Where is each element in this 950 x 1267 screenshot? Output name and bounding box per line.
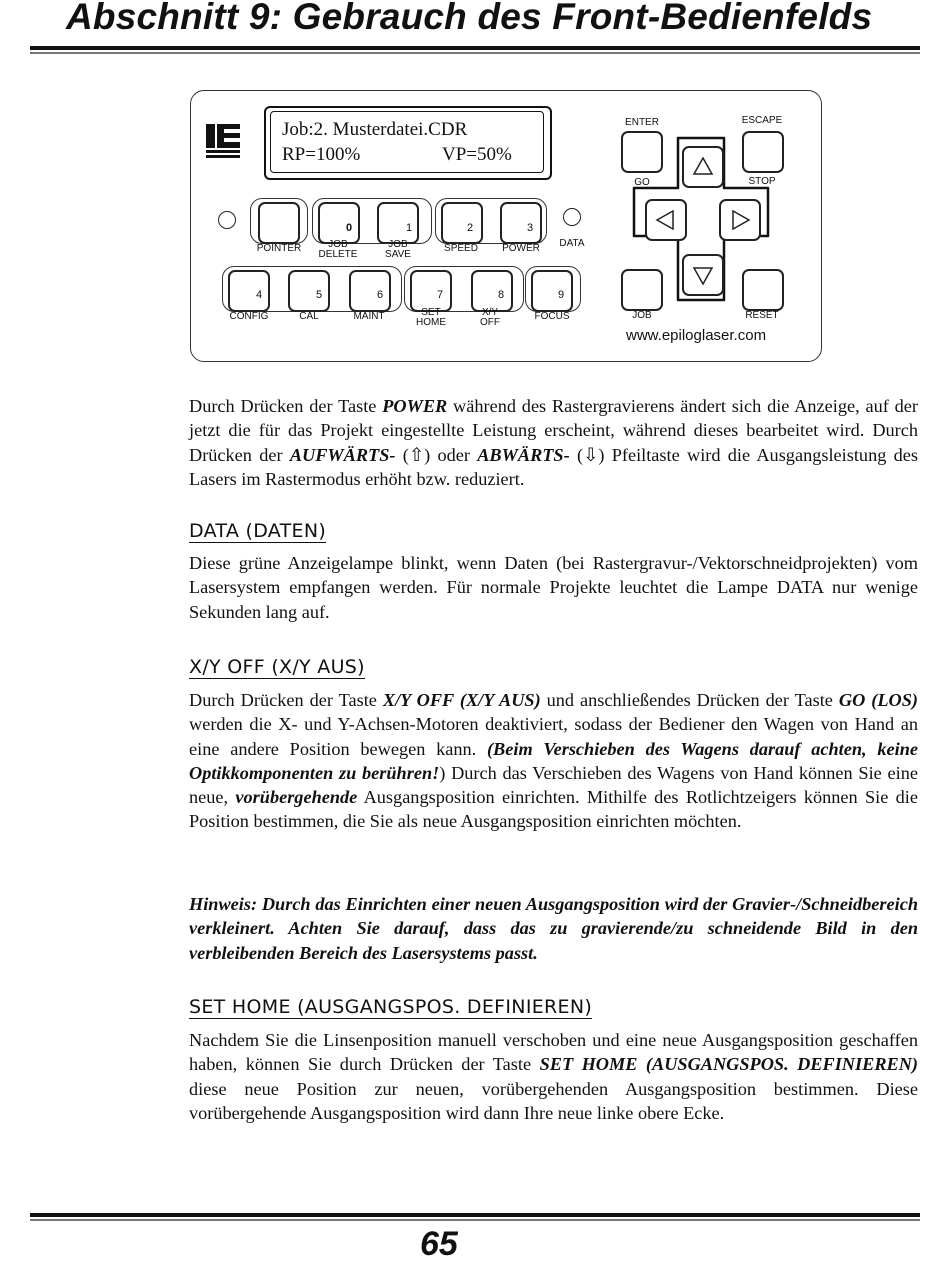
left-indicator-led xyxy=(218,211,236,229)
lcd-line-1: Job:2. Musterdatei.CDR xyxy=(282,119,468,140)
text-run: Durch Drücken der Taste xyxy=(189,396,383,416)
text-run: AUFWÄRTS- xyxy=(289,444,396,465)
header-rule xyxy=(30,46,920,50)
text-run: diese neue Position zur neuen, vorübergehenden Ausgangsposition bestimmen. Diese vorübergehende Ausgangsposition wird dann Ihre neue linke obere Ecke. xyxy=(189,1078,918,1123)
text-run: während des Rastergravierens ändert sich die Anzeige, auf der jetzt die für das Projekt eingestellte Leistung erscheint, während dieses bearbeitet wird. Durch Drücken der xyxy=(189,396,918,465)
pointer-button xyxy=(258,202,300,244)
text-run: werden die X- und Y-Achsen-Motoren deaktiviert, sodass der Bediener den Wagen von Hand an eine andere Position bewegen kann. xyxy=(189,714,918,759)
config-button xyxy=(228,270,270,312)
set-home-paragraph xyxy=(189,1028,918,1125)
key-number-4: 4 xyxy=(256,289,263,301)
xy-off-heading: X/Y OFF (X/Y AUS) xyxy=(189,656,365,678)
header-rule-thin xyxy=(30,52,920,54)
key-number-8: 8 xyxy=(498,289,505,301)
arrow-right-button xyxy=(719,199,761,241)
text-run: Diese grüne Anzeigelampe blinkt, wenn Daten (bei Rastergravur-/Vektorschneidprojekten) vom Lasersystem empfangen werden. Für normale Projekte leuchtet die Lampe DATA nur wenige Sekunden lang auf. xyxy=(189,553,918,622)
maint-button xyxy=(349,270,391,312)
config-label: CONFIG xyxy=(229,311,269,322)
text-run: GO (LOS) xyxy=(838,690,918,710)
arrow-right-icon xyxy=(721,201,759,239)
reset-button xyxy=(742,269,784,311)
footer-rule xyxy=(30,1213,920,1217)
arrow-up-button xyxy=(682,146,724,188)
arrow-left-icon xyxy=(647,201,685,239)
arrow-left-button xyxy=(645,199,687,241)
text-run: (⇧) oder xyxy=(395,444,478,465)
xy-off-button xyxy=(471,270,513,312)
job-delete-label: JOB DELETE xyxy=(318,239,358,260)
data-heading: DATA (DATEN) xyxy=(189,520,327,542)
set-home-button xyxy=(410,270,452,312)
power-label: POWER xyxy=(502,243,540,254)
data-paragraph xyxy=(189,551,918,624)
lcd-line-2-left: RP=100% xyxy=(282,144,361,165)
text-run: Durch Drücken der Taste xyxy=(189,690,383,710)
key-number-7: 7 xyxy=(437,289,444,301)
key-number-1: 1 xyxy=(406,222,413,234)
text-run: ) Durch das Verschieben des Wagens von Hand können Sie eine neue, xyxy=(189,762,918,808)
escape-label: ESCAPE xyxy=(741,115,783,126)
epilog-logo-icon xyxy=(204,122,242,160)
job-save-button xyxy=(377,202,419,244)
page-number: 65 xyxy=(420,1225,458,1263)
cal-button xyxy=(288,270,330,312)
power-button xyxy=(500,202,542,244)
key-number-0: 0 xyxy=(346,222,353,234)
job-save-label: JOB SAVE xyxy=(385,239,411,260)
text-run: vorübergehende xyxy=(235,787,358,808)
focus-button xyxy=(531,270,573,312)
note-paragraph xyxy=(189,892,918,965)
text-run: Hinweis: Durch das Einrichten einer neuen Ausgangsposition wird der Gravier-/Schneidbereich verkleinert. Achten Sie darauf, dass das zu gravierende/zu schneidende Bild in den verbleibenden Bereich des Lasersystems passt. xyxy=(189,894,918,963)
intro-paragraph xyxy=(189,394,918,491)
speed-label: SPEED xyxy=(444,243,478,254)
cal-label: CAL xyxy=(299,311,319,322)
reset-label: RESET xyxy=(745,310,779,321)
website-url: www.epiloglaser.com xyxy=(626,327,767,344)
set-home-heading: SET HOME (AUSGANGSPOS. DEFINIEREN) xyxy=(189,996,593,1018)
arrow-down-icon xyxy=(684,256,722,294)
speed-button xyxy=(441,202,483,244)
key-number-6: 6 xyxy=(377,289,384,301)
text-run: Ausgangsposition einrichten. Mithilfe des Rotlichtzeigers können Sie die Position bestimmen, die Sie als neue Ausgangsposition einrichten möchten. xyxy=(189,787,918,832)
focus-label: FOCUS xyxy=(534,311,570,322)
key-number-3: 3 xyxy=(527,222,534,234)
text-run: und anschließendes Drücken der Taste xyxy=(540,690,839,710)
text-run: (Beim Verschieben des Wagens darauf achten, keine Optikkomponenten zu berühren! xyxy=(189,738,918,783)
key-number-2: 2 xyxy=(467,222,474,234)
pointer-label: POINTER xyxy=(256,243,302,254)
go-label: GO xyxy=(634,177,650,188)
text-run: (⇩) Pfeiltaste wird die Ausgangsleistung des Lasers im Rastermodus erhöht bzw. reduziert. xyxy=(189,444,918,489)
text-run: X/Y OFF (X/Y AUS) xyxy=(382,690,541,710)
xy-off-label: X/Y OFF xyxy=(480,307,500,328)
set-home-label: SET HOME xyxy=(416,307,446,328)
xy-off-paragraph xyxy=(189,688,918,834)
lcd-line-2-right: VP=50% xyxy=(442,144,512,165)
arrow-down-button xyxy=(682,254,724,296)
key-number-9: 9 xyxy=(558,289,565,301)
text-run: POWER xyxy=(382,396,448,416)
key-number-5: 5 xyxy=(316,289,323,301)
arrow-up-icon xyxy=(684,148,722,186)
job-button xyxy=(621,269,663,311)
job-delete-button xyxy=(318,202,360,244)
maint-label: MAINT xyxy=(353,311,385,322)
stop-label: STOP xyxy=(748,176,776,187)
enter-label: ENTER xyxy=(625,117,659,128)
page-title: Abschnitt 9: Gebrauch des Front-Bedienfelds xyxy=(66,0,873,37)
text-run: SET HOME (AUSGANGSPOS. DEFINIEREN) xyxy=(539,1054,918,1075)
data-label: DATA xyxy=(559,238,585,249)
job-label: JOB xyxy=(632,310,652,321)
text-run: Nachdem Sie die Linsenposition manuell verschoben und eine neue Ausgangsposition geschaffen haben, können Sie durch Drücken der Taste xyxy=(189,1030,918,1075)
data-led xyxy=(563,208,581,226)
text-run: ABWÄRTS- xyxy=(477,444,570,465)
footer-rule-thin xyxy=(30,1219,920,1221)
